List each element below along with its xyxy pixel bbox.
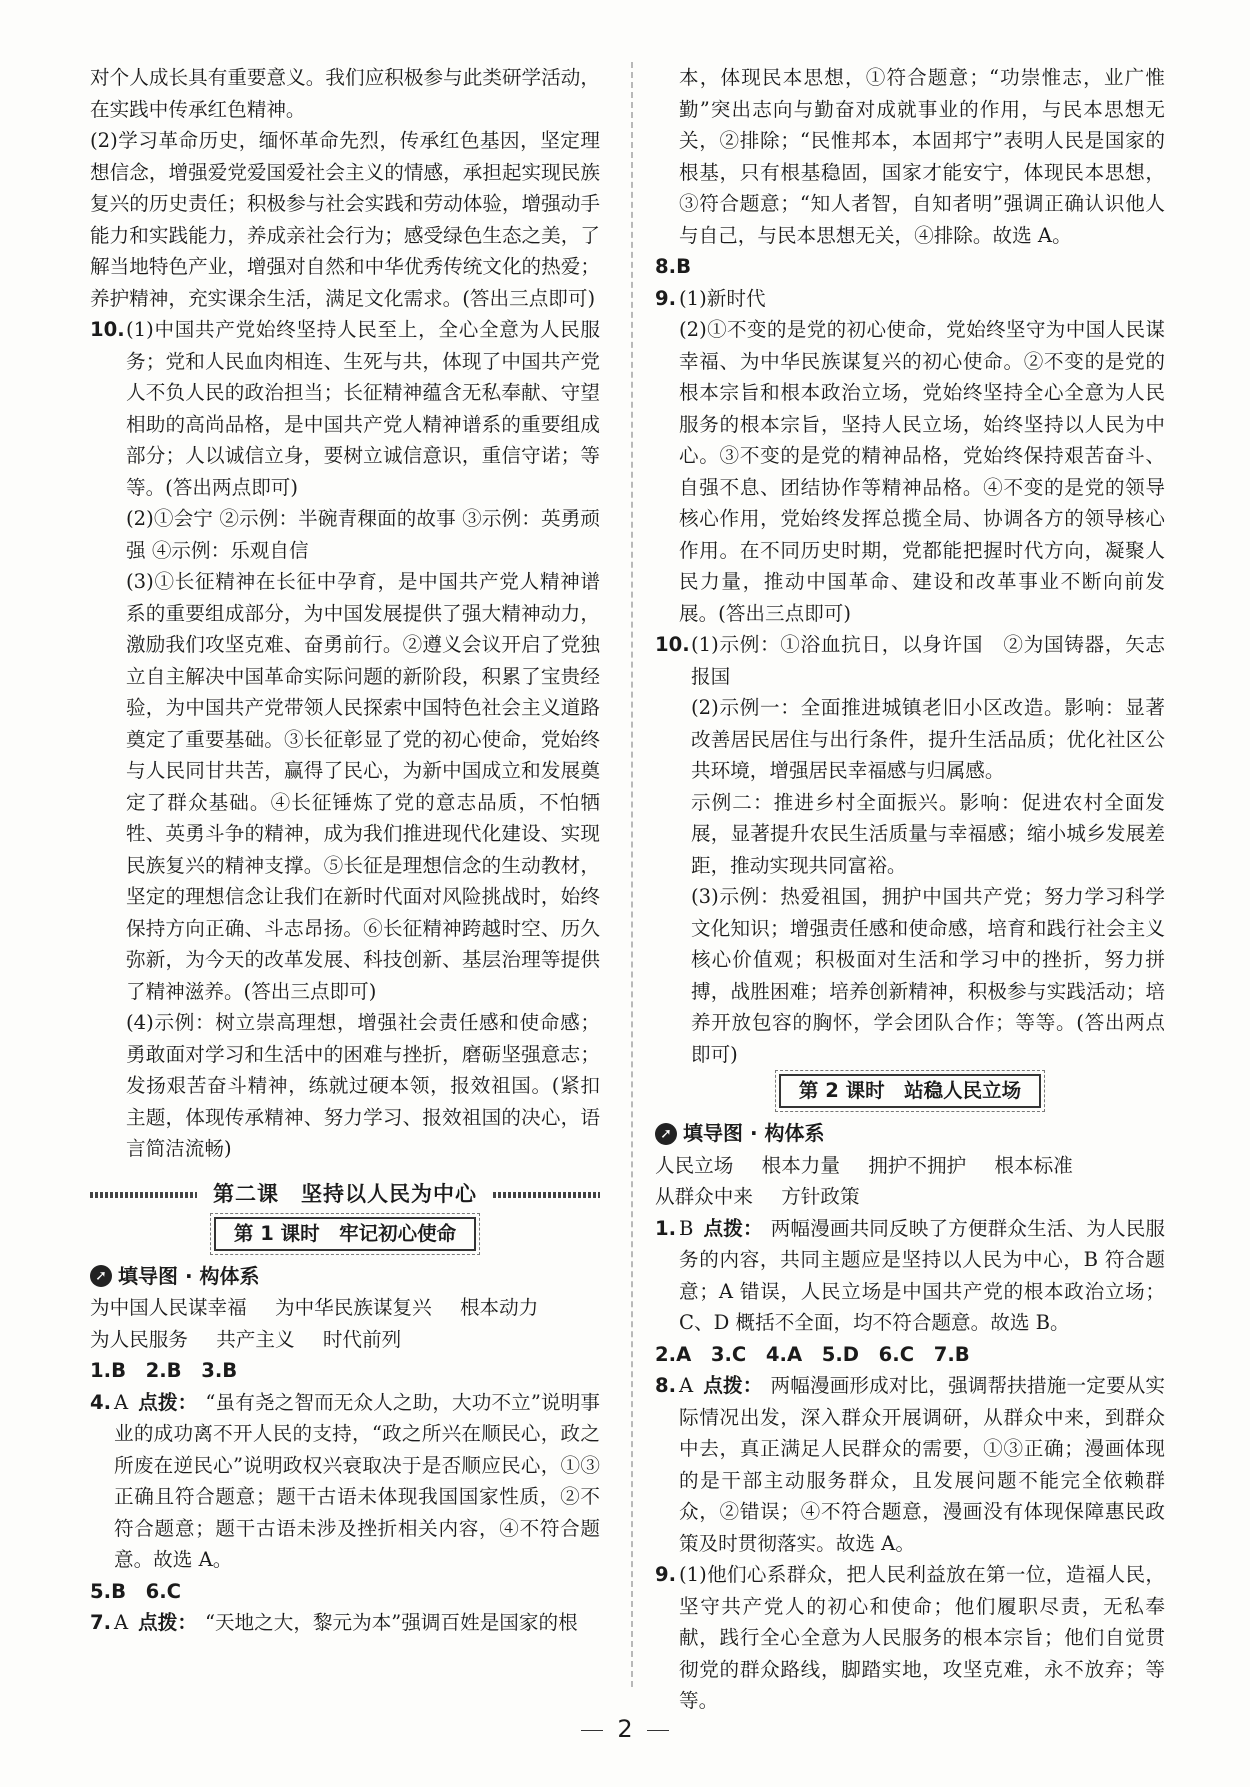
decorative-bar — [493, 1192, 600, 1198]
question-9 — [655, 283, 1165, 630]
hint-label: 点拨： — [138, 1390, 198, 1414]
page-number: 2 — [617, 1715, 633, 1743]
answer-text: 对个人成长具有重要意义。我们应积极参与此类研学活动，在实践中传承红色精神。 — [90, 66, 600, 121]
question-number: 1. — [655, 1216, 677, 1240]
answer-text: (1)他们心系群众，把人民利益放在第一位，造福人民，坚守共产党人的初心和使命；他们履职尽责，无私奉献，践行全心全意为人民服务的根本宗旨；他们自觉贯彻党的群众路线，脚踏实地，攻坚克难，永不放弃；等等。 — [679, 1563, 1165, 1712]
answer-text: (2)学习革命历史，缅怀革命先烈，传承红色基因，坚定理想信念，增强爱党爱国爱社会主义的情感，承担起实现民族复兴的历史责任；积极参与社会实践和劳动体验，增强动手能力和实践能力，养成亲社会行为；感受绿色生态之美，了解当地特色产业，增强对自然和中华优秀传统文化的热爱；养护精神，充实课余生活，满足文化需求。(答出三点即可) — [90, 129, 600, 310]
answer-row: 8.B — [655, 255, 692, 278]
keyword: 为人民服务 — [90, 1327, 188, 1351]
question-number: 4. — [90, 1390, 112, 1414]
hint-text: 两幅漫画形成对比，强调帮扶措施一定要从实际情况出发，深入群众开展调研，从群众中来，到群众中去，真正满足人民群众的需要，①③正确；漫画体现的是干部主动服务群众，且发展问题不能完全依赖群众，②错误；④不符合题意，漫画没有体现保障惠民政策及时贯彻落实。故选 A。 — [679, 1374, 1166, 1555]
answer-text: (2)①会宁 ②示例：半碗青稞面的故事 ③示例：英勇顽强 ④示例：乐观自信 — [126, 507, 600, 562]
page-footer — [0, 1715, 1250, 1743]
period-heading — [655, 1074, 1165, 1108]
answer-row: 5.B 6.C — [90, 1579, 182, 1603]
question-number: 9. — [655, 286, 677, 310]
answer-text: (4)示例：树立崇高理想，增强社会责任感和使命感；勇敢面对学习和生活中的困难与挫折，磨砺坚强意志；发扬艰苦奋斗精神，练就过硬本领，报效祖国。(紧扣主题，体现传承精神、努力学习、报效祖国的决心，语言简洁流畅) — [126, 1011, 600, 1160]
keyword: 根本动力 — [459, 1296, 539, 1319]
answer-choice: A — [679, 1374, 694, 1397]
footer-dash — [581, 1730, 603, 1731]
keyword-row — [655, 1150, 1165, 1182]
section-heading — [655, 1118, 1165, 1150]
keyword: 共产主义 — [216, 1327, 295, 1351]
arrow-circle-icon: ➚ — [655, 1123, 677, 1145]
answer-text: (1)新时代 — [679, 286, 766, 310]
answer-text: (2)示例一：全面推进城镇老旧小区改造。影响：显著改善居民居住与出行条件，提升生活品质；优化社区公共环境，增强居民幸福感与归属感。 — [691, 696, 1165, 782]
question-number: 10. — [90, 318, 125, 341]
question-10 — [90, 314, 600, 1165]
answer-text: 示例二：推进乡村全面振兴。影响：促进农村全面发展，显著提升农民生活质量与幸福感；缩小城乡发展差距，推动实现共同富裕。 — [691, 790, 1165, 877]
keyword-row — [655, 1181, 1165, 1213]
keyword-row — [90, 1292, 600, 1324]
question-7 — [90, 1607, 600, 1639]
answer-choice: B — [679, 1216, 694, 1240]
answer-choice: A — [114, 1390, 129, 1414]
keyword: 拥护不拥护 — [868, 1153, 967, 1177]
keyword: 根本力量 — [761, 1153, 840, 1177]
section-title: 填导图 · 构体系 — [118, 1263, 260, 1288]
question-number: 10. — [655, 633, 690, 656]
section-title: 填导图 · 构体系 — [683, 1121, 825, 1145]
hint-text: 两幅漫画共同反映了方便群众生活、为人民服务的内容，共同主题应是坚持以人民为中心，B 符合题意；A 错误，人民立场是中国共产党的根本政治立场；C、D 概括不全面，均不符合题意。故选 B。 — [679, 1216, 1166, 1334]
lesson-heading — [90, 1179, 600, 1211]
left-column — [90, 62, 600, 1639]
question-4 — [90, 1387, 600, 1576]
question-number: 9. — [655, 1563, 677, 1586]
hint-text: “天地之大，黎元为本”强调百姓是国家的根 — [204, 1611, 578, 1634]
decorative-bar — [90, 1192, 197, 1198]
keyword-row — [90, 1324, 600, 1356]
keyword: 时代前列 — [322, 1327, 402, 1351]
period-title: 第 2 课时 站稳人民立场 — [779, 1074, 1041, 1108]
keyword: 人民立场 — [655, 1153, 734, 1177]
period-title: 第 1 课时 牢记初心使命 — [214, 1217, 476, 1251]
hint-label: 点拨： — [703, 1216, 763, 1240]
answer-text: (1)中国共产党始终坚持人民至上，全心全意为人民服务；党和人民血肉相连、生死与共，体现了中国共产党人不负人民的政治担当；长征精神蕴含无私奉献、守望相助的高尚品格，是中国共产党人精神谱系的重要组成部分；人以诚信立身，要树立诚信意识，重信守诺；等等。(答出两点即可) — [126, 318, 600, 499]
hint-text: “虽有尧之智而无众人之助，大功不立”说明事业的成功离不开人民的支持，“政之所兴在顺民心，政之所废在逆民心”说明政权兴衰取决于是否顺应民心，①③正确且符合题意；题干古语未体现我国国家性质，②不符合题意；题干古语未涉及挫折相关内容，④不符合题意。故选 A。 — [114, 1390, 600, 1571]
question-9b — [655, 1559, 1165, 1717]
answer-text: (3)示例：热爱祖国，拥护中国共产党；努力学习科学文化知识；增强责任感和使命感，培育和践行社会主义核心价值观；积极面对生活和学习中的挫折，努力拼搏，战胜困难；培养创新精神，积极参与实践活动；培养开放包容的胸怀，学会团队合作；等等。(答出两点即可) — [691, 885, 1165, 1066]
question-number: 7. — [90, 1611, 112, 1634]
keyword: 根本标准 — [994, 1153, 1073, 1177]
keyword: 方针政策 — [781, 1185, 860, 1208]
answer-text: 本，体现民本思想，①符合题意；“功崇惟志，业广惟勤”突出志向与勤奋对成就事业的作用，与民本思想无关，②排除；“民惟邦本，本固邦宁”表明人民是国家的根基，只有根基稳固，国家才能安宁，体现民本思想，③符合题意；“知人者智，自知者明”强调正确认识他人与自己，与民本思想无关，④排除。故选 A。 — [679, 66, 1165, 247]
footer-dash — [647, 1730, 669, 1731]
column-divider — [631, 62, 633, 1687]
right-column — [655, 62, 1165, 1717]
question-number: 8. — [655, 1374, 677, 1397]
lesson-title: 第二课 坚持以人民为中心 — [213, 1181, 477, 1206]
arrow-circle-icon: ➚ — [90, 1265, 112, 1287]
answer-row: 2.A 3.C 4.A 5.D 6.C 7.B — [655, 1342, 970, 1366]
answer-text: (1)示例：①浴血抗日，以身许国 ②为国铸器，矢志报国 — [691, 633, 1165, 688]
question-1 — [655, 1213, 1165, 1339]
answer-text: (3)①长征精神在长征中孕育，是中国共产党人精神谱系的重要组成部分，为中国发展提供了强大精神动力，激励我们攻坚克难、奋勇前行。②遵义会议开启了党独立自主解决中国革命实际问题的新阶段，积累了宝贵经验，为中国共产党带领人民探索中国特色社会主义道路奠定了重要基础。③长征彰显了党的初心使命，党始终与人民同甘共苦，赢得了民心，为新中国成立和发展奠定了群众基础。④长征锤炼了党的意志品质，不怕牺牲、英勇斗争的精神，成为我们推进现代化建设、实现民族复兴的精神支撑。⑤长征是理想信念的生动教材，坚定的理想信念让我们在新时代面对风险挑战时，始终保持方向正确、斗志昂扬。⑥长征精神跨越时空、历久弥新，为今天的改革发展、科技创新、基层治理等提供了精神滋养。(答出三点即可) — [126, 570, 600, 1003]
answer-row: 1.B 2.B 3.B — [90, 1359, 238, 1382]
question-10 — [655, 629, 1165, 1070]
answer-choice: A — [114, 1611, 129, 1634]
question-8 — [655, 1370, 1165, 1559]
keyword: 为中国人民谋幸福 — [90, 1296, 247, 1319]
answer-text: (2)①不变的是党的初心使命，党始终坚守为中国人民谋幸福、为中华民族谋复兴的初心使命。②不变的是党的根本宗旨和根本政治立场，党始终坚持全心全意为人民服务的根本宗旨，坚持人民立场，始终坚持以人民为中心。③不变的是党的精神品格，党始终保持艰苦奋斗、自强不息、团结协作等精神品格。④不变的是党的领导核心作用，党始终发挥总揽全局、协调各方的领导核心作用。在不同历史时期，党都能把握时代方向，凝聚人民力量，推动中国革命、建设和改革事业不断向前发展。(答出三点即可) — [679, 318, 1165, 625]
keyword: 从群众中来 — [655, 1185, 753, 1208]
keyword: 为中华民族谋复兴 — [274, 1296, 432, 1319]
hint-label: 点拨： — [138, 1611, 197, 1634]
section-heading — [90, 1261, 600, 1293]
hint-label: 点拨： — [703, 1374, 763, 1397]
period-heading — [90, 1217, 600, 1251]
